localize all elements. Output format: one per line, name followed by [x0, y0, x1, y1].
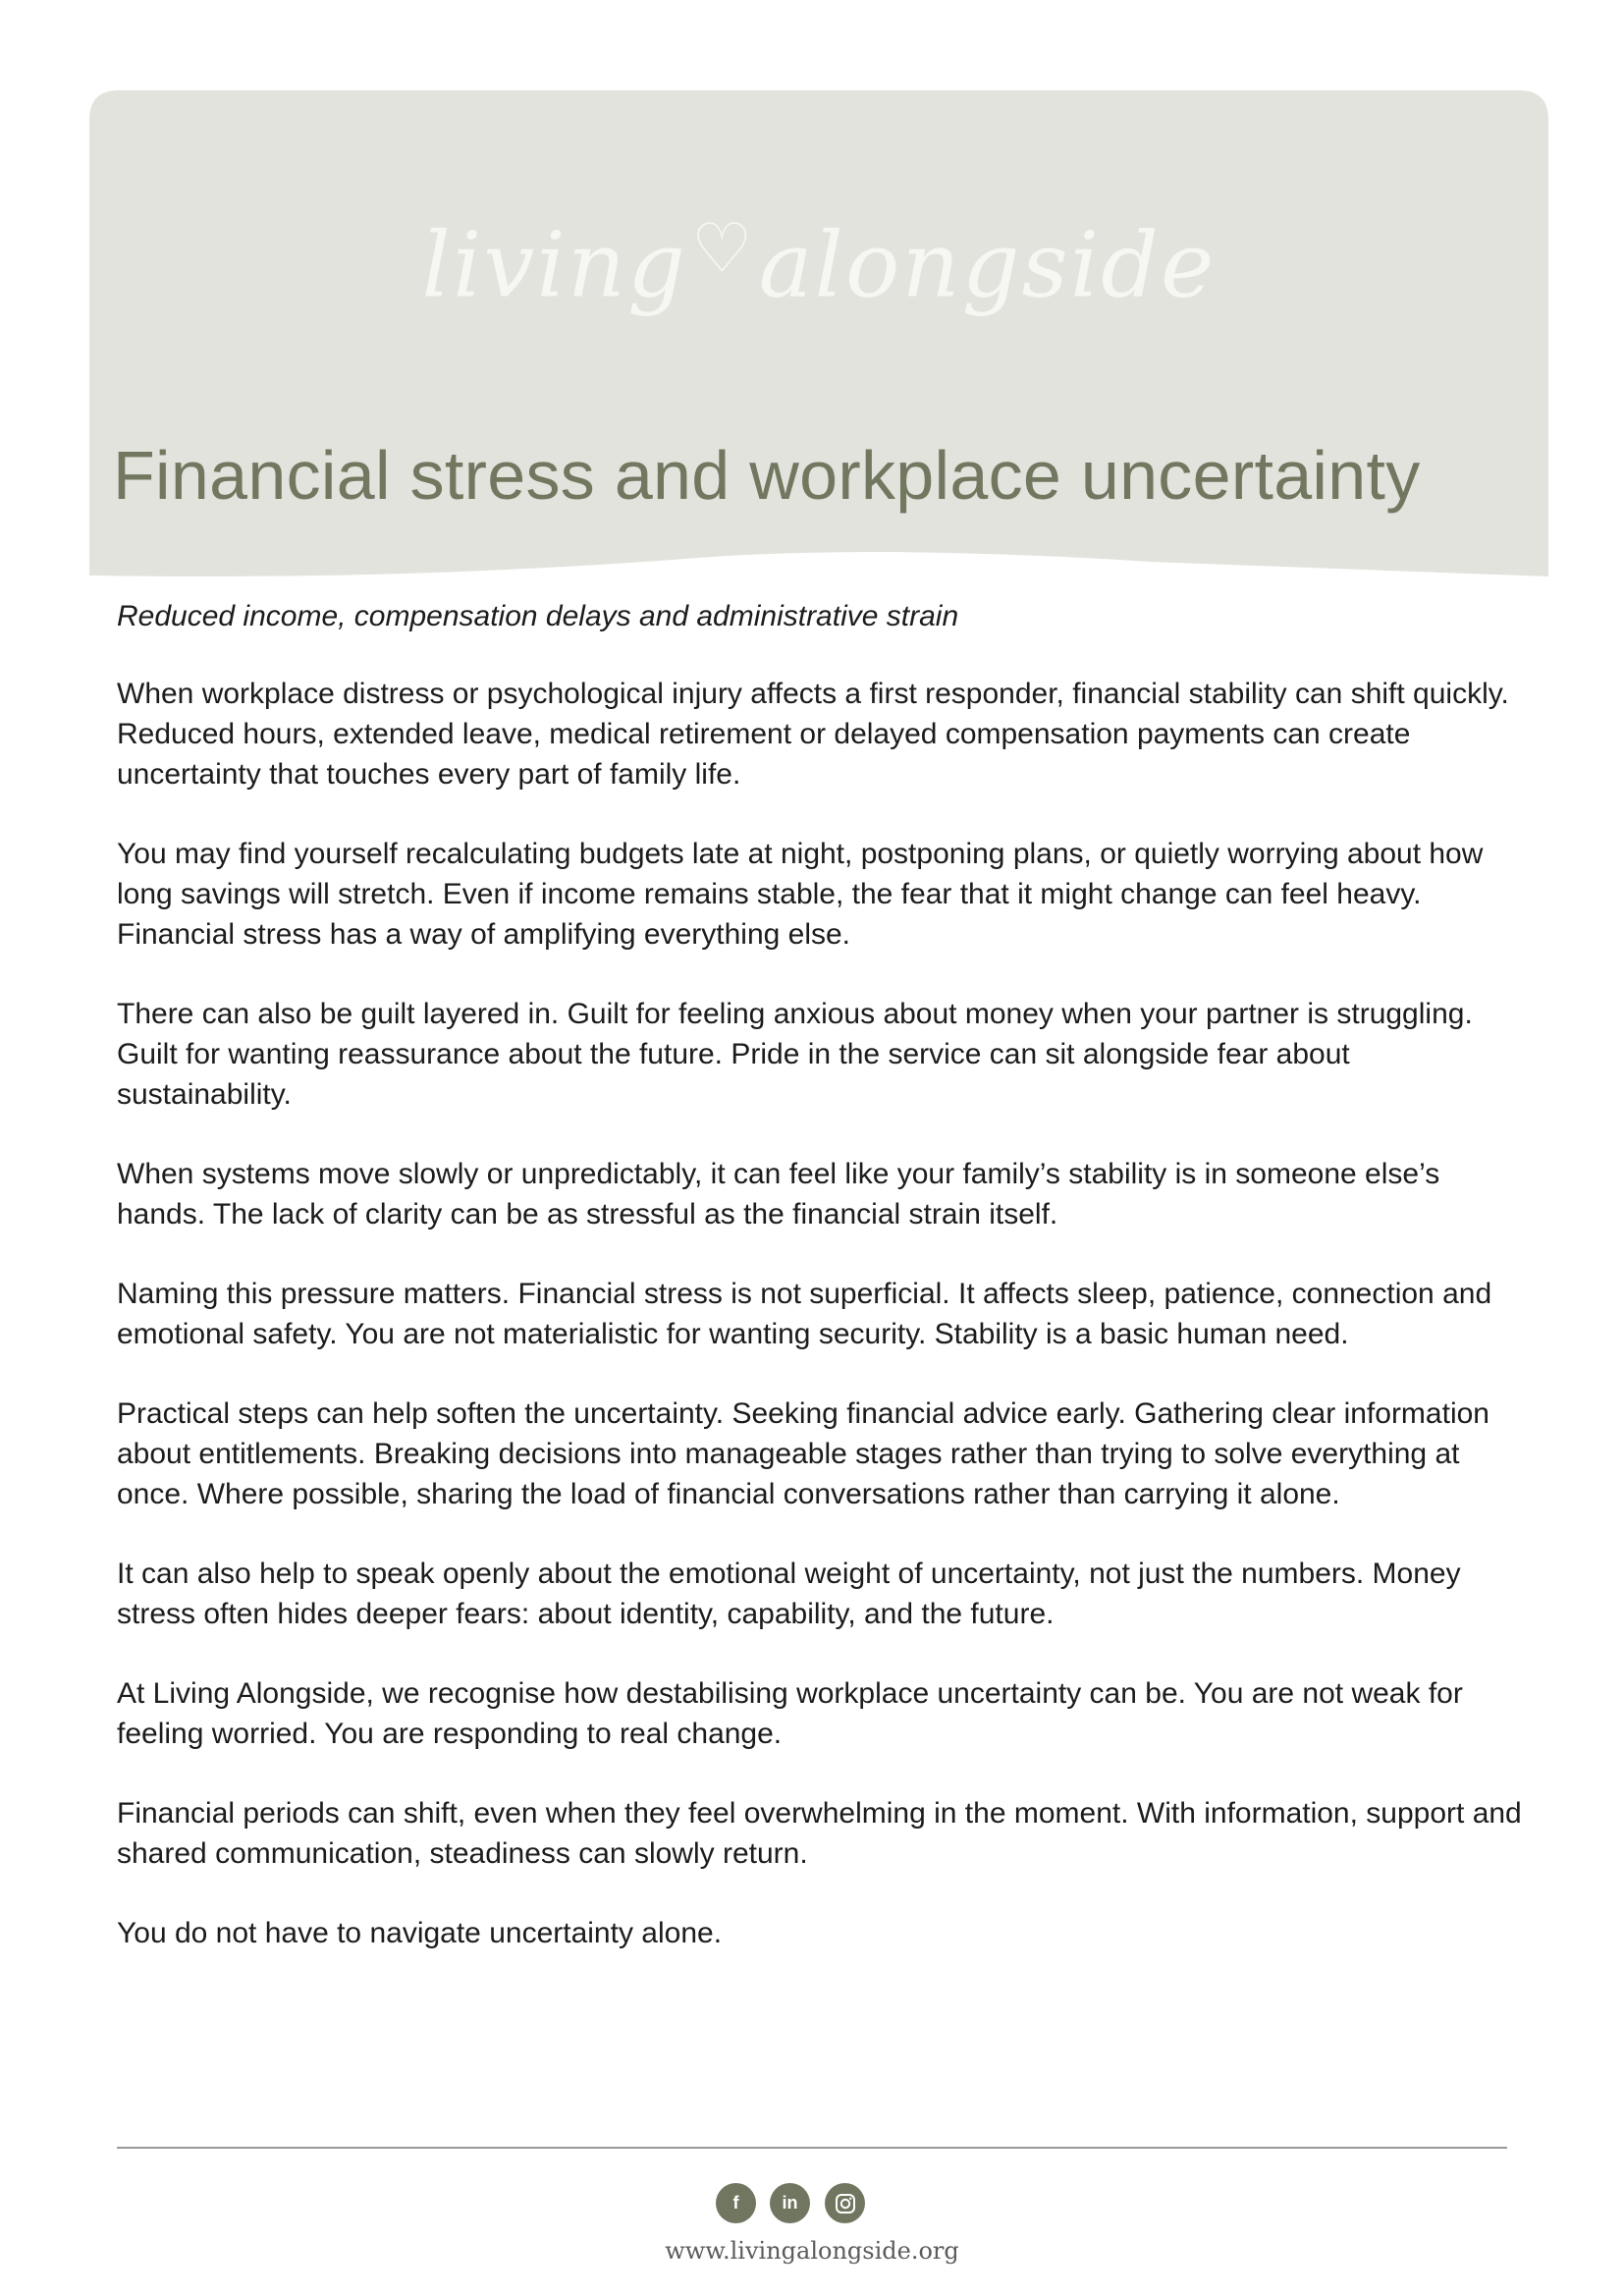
paragraph: Financial periods can shift, even when they feel overwhelming in the moment. With information, support and shared communication, steadiness can slowly return.	[117, 1797, 1522, 1870]
article-subtitle: Reduced income, compensation delays and administrative strain	[117, 600, 959, 632]
facebook-glyph: f	[732, 2193, 739, 2213]
paragraph: Naming this pressure matters. Financial stress is not superficial. It affects sleep, patience, connection and emotional safety. You are not materialistic for wanting security. Stability is a basic human need.	[117, 1278, 1492, 1350]
brand-logo	[89, 208, 1548, 318]
paragraph: It can also help to speak openly about the emotional weight of uncertainty, not just the numbers. Money stress often hides deeper fears: about identity, capability, and the future.	[117, 1558, 1461, 1630]
linkedin-icon[interactable]	[770, 2183, 810, 2223]
header-banner	[89, 90, 1548, 578]
facebook-icon[interactable]	[716, 2183, 756, 2223]
paragraph: You may find yourself recalculating budgets late at night, postponing plans, or quietly worrying about how long savings will stretch. Even if income remains stable, the fear that it might change can feel heavy. Financial stress has a way of amplifying everything else.	[117, 838, 1484, 951]
paragraph: At Living Alongside, we recognise how destabilising workplace uncertainty can be. You are not weak for feeling worried. You are responding to real change.	[117, 1677, 1463, 1750]
paragraph: There can also be guilt layered in. Guilt for feeling anxious about money when your partner is struggling. Guilt for wanting reassurance about the future. Pride in the service can sit alongside fear about sustainability.	[117, 998, 1473, 1111]
social-links	[716, 2183, 908, 2224]
logo-text-left: living	[421, 212, 687, 318]
website-link[interactable]: www.livingalongside.org	[665, 2237, 959, 2265]
paragraph: When workplace distress or psychological injury affects a first responder, financial stability can shift quickly. Reduced hours, extended leave, medical retirement or delayed compensation payments can create uncertainty that touches every part of family life.	[117, 678, 1509, 791]
instagram-icon[interactable]	[825, 2183, 865, 2223]
logo-text-right: alongside	[758, 212, 1217, 318]
heart-icon: ♡	[690, 208, 755, 289]
paragraph: Practical steps can help soften the uncertainty. Seeking financial advice early. Gathering clear information about entitlements. Breaking decisions into manageable stages rather than trying to solve everything at once. Where possible, sharing the load of financial conversations rather than carrying it alone.	[117, 1397, 1489, 1510]
instagram-glyph	[835, 2193, 856, 2214]
page-title: Financial stress and workplace uncertainty	[113, 437, 1421, 514]
linkedin-glyph: in	[782, 2193, 798, 2213]
article-body	[117, 597, 1531, 1993]
paragraph: When systems move slowly or unpredictably, it can feel like your family’s stability is in someone else’s hands. The lack of clarity can be as stressful as the financial strain itself.	[117, 1158, 1440, 1230]
paragraph: You do not have to navigate uncertainty alone.	[117, 1917, 723, 1949]
footer-divider	[117, 2147, 1507, 2149]
